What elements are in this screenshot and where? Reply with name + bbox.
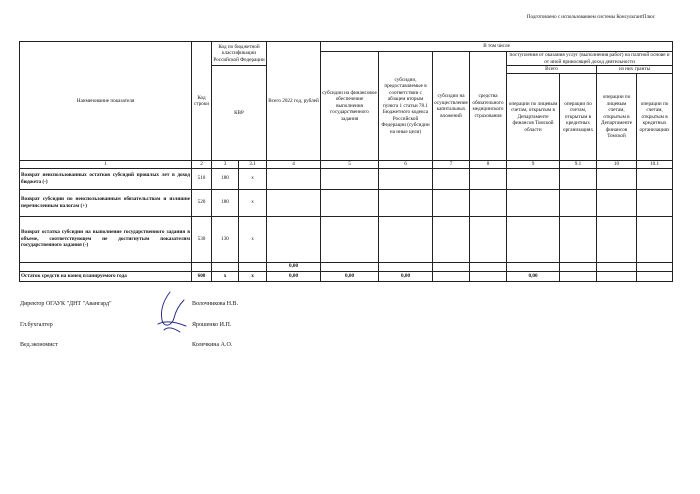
col-num: 9.1 [560,161,597,169]
row-cell [597,189,637,216]
signature-name: Колечкина А.О. [192,342,233,348]
row-cell [637,168,673,189]
header-subsidy-other: субсидии, предоставляемые в соответствии с абзацем вторым пункта 1 статьи 78.1 Бюджетного кодекса Российской Федерации (субсидии на иные цели) [379,52,433,161]
col-num: 10.1 [637,161,673,169]
signature-role: Гл.бухгалтер [20,322,53,328]
row-name: Остаток средств на конец планируемого года [20,271,192,281]
header-vsego: Всего [507,66,597,74]
row-cell [470,189,507,216]
row-cell [379,262,433,271]
table-row [20,168,673,189]
row-cell [560,271,597,281]
row-kvr: 180 [212,168,239,189]
row-cell [637,262,673,271]
row-cell [321,168,379,189]
row-cell [192,262,212,271]
header-sub-1: операции по лицевым счетам, открытым в Департаменте финансов Томской области [507,74,560,161]
row-kosgu: x [239,216,267,262]
row-cell [433,168,470,189]
row-cell [321,262,379,271]
row-name: Возврат неиспользованных остатков субсидий прошлых лет в доход бюджета (-) [20,168,192,189]
row-kvr: 180 [212,189,239,216]
row-cell [433,189,470,216]
row-cell [560,168,597,189]
row-kosgu: x [239,271,267,281]
plan-table [19,41,673,282]
row-name: Возврат остатка субсидии на выполнение государственного задания в объеме, соответствующем не достигнутым показателям государственного задания (-) [20,216,192,262]
row-cell [212,262,239,271]
header-subsidy-task: субсидии на финансовое обеспечение выполнения государственного задания [321,52,379,161]
row-cell [470,168,507,189]
signature-role: Вед.экономист [20,342,58,348]
header-oms: средства обязательного медицинского страхования [470,52,507,161]
row-code: 530 [192,216,212,262]
row-cell [239,262,267,271]
header-paid-services: поступления от оказания услуг (выполнения работ) на платной основе и от иной приносящей доход деятельности [507,52,673,66]
col-num: 5 [321,161,379,169]
row-cell [321,189,379,216]
col-num: 3 [212,161,239,169]
row-total [267,216,321,262]
col-num: 2 [192,161,212,169]
header-budget-code: Код по бюджетной классификации Российской Федерации [212,42,267,66]
row-cell [433,216,470,262]
row-cell [433,262,470,271]
mid-total: 0,00 [267,262,321,271]
row-cell: 0,00 [321,271,379,281]
row-cell [637,216,673,262]
header-name: Наименование показателя [20,42,192,161]
handwritten-signature [150,290,192,334]
header-subsidy-capital: субсидии на осуществление капитальных вложений [433,52,470,161]
col-num: 8 [470,161,507,169]
col-num: 6 [379,161,433,169]
col-num: 7 [433,161,470,169]
col-num: 10 [597,161,637,169]
row-cell [379,168,433,189]
row-kosgu: x [239,168,267,189]
row-code: 510 [192,168,212,189]
row-cell [379,189,433,216]
header-sub-2: операции по счетам, открытым в кредитных организациях [560,74,597,161]
row-cell: 0,00 [379,271,433,281]
signature-name: Ярошенко И.П. [192,322,232,328]
row-cell [560,189,597,216]
signature-role: Директор ОГАУК "ДНТ "Авангард" [20,301,112,307]
header-code-row: Код строки [192,42,212,161]
row-cell [507,262,560,271]
col-num: 4 [267,161,321,169]
row-cell [637,189,673,216]
table-row [20,189,673,216]
row-name: Возврат субсидии по неиспользованным обязательствам и излишне перечисленным налогам (+) [20,189,192,216]
row-cell [470,216,507,262]
row-cell [560,262,597,271]
header-in-that: В том числе [321,42,673,52]
signature-name: Волочникова Н.В. [192,301,239,307]
row-total [267,189,321,216]
header-sub-4: операции по счетам, открытым в кредитных организациях [637,74,673,161]
row-cell [507,216,560,262]
row-cell [560,216,597,262]
row-cell [597,262,637,271]
row-cell [433,271,470,281]
row-cell [470,262,507,271]
row-total: 0,00 [267,271,321,281]
row-code: 600 [192,271,212,281]
consultant-note: Подготовлено с использованием системы КонсультантПлюс [526,15,655,20]
row-cell [20,262,192,271]
row-cell [597,216,637,262]
row-cell: 0,00 [507,271,560,281]
col-num: 1 [20,161,192,169]
table-row [20,216,673,262]
row-code: 520 [192,189,212,216]
row-cell [637,271,673,281]
row-kvr: x [212,271,239,281]
row-kvr: 130 [212,216,239,262]
header-kvr: КВР [212,66,267,161]
table-row [20,271,673,281]
col-num: 9 [507,161,560,169]
col-num: 3.1 [239,161,267,169]
row-cell [321,216,379,262]
header-grants: из них гранты [597,66,673,74]
row-cell [470,271,507,281]
row-cell [507,168,560,189]
row-cell [597,168,637,189]
row-cell [379,216,433,262]
header-total: Всего 2022 год, рублей [267,42,321,161]
table-row [20,262,673,271]
header-sub-3: операции по лицевым счетам, открытым в Департаменте финансов Томской [597,74,637,161]
row-cell [597,271,637,281]
row-kosgu: x [239,189,267,216]
row-total [267,168,321,189]
row-cell [507,189,560,216]
